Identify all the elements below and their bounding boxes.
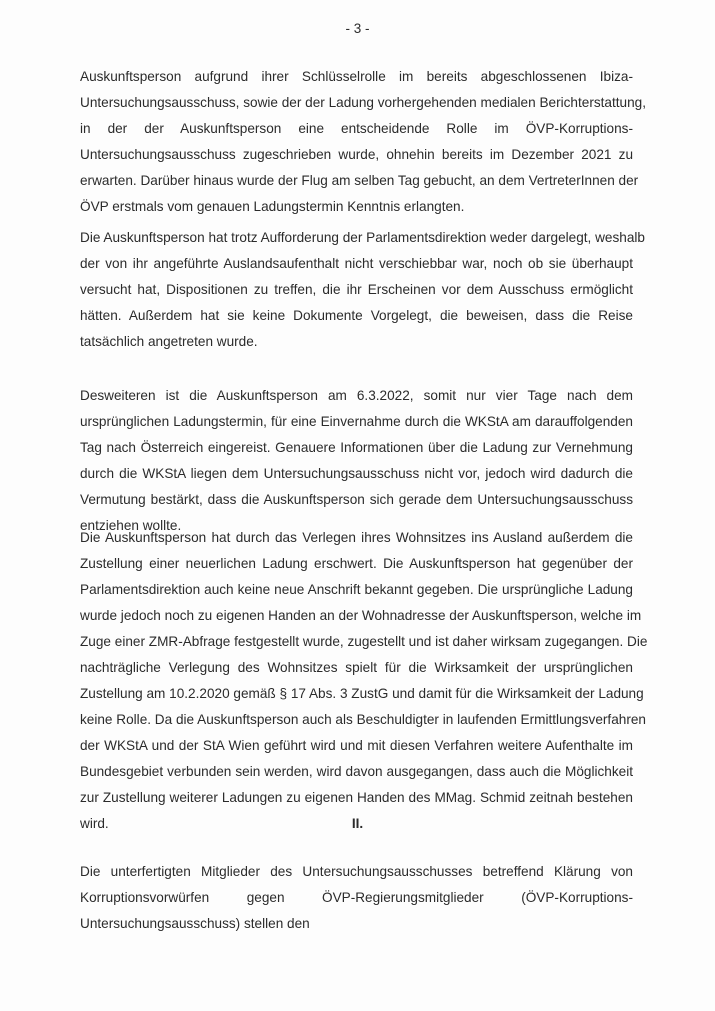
text-line: Untersuchungsausschuss, sowie der der Ladung vorhergehenden medialen Berichterstattung,	[80, 95, 646, 110]
paragraph	[80, 525, 648, 837]
text-line: Tag nach Österreich eingereist. Genauere Informationen über die Ladung zur Vernehmung	[80, 440, 633, 455]
text-line: Bundesgebiet verbunden sein werden, wird davon ausgegangen, dass auch die Möglichkeit	[80, 764, 633, 779]
text-line: hätten. Außerdem hat sie keine Dokumente Vorgelegt, die beweisen, dass die Reise	[80, 308, 633, 323]
text-line: ursprünglichen Ladungstermin, für eine Einvernahme durch die WKStA am darauffolgenden	[80, 414, 633, 429]
text-line: wurde jedoch noch zu eigenen Handen an der Wohnadresse der Auskunftsperson, welche im	[80, 608, 642, 623]
text-line: Die unterfertigten Mitglieder des Untersuchungsausschusses betreffend Klärung von	[80, 864, 633, 879]
text-line: zur Zustellung weiterer Ladungen zu eigenen Handen des MMag. Schmid zeitnah bestehen	[80, 790, 633, 805]
text-line: Die Auskunftsperson hat durch das Verlegen ihres Wohnsitzes ins Ausland außerdem die	[80, 530, 633, 545]
text-line: Vermutung bestärkt, dass die Auskunftsperson sich gerade dem Untersuchungsausschuss	[80, 492, 633, 507]
text-line: Zustellung einer neuerlichen Ladung erschwert. Die Auskunftsperson hat gegenüber der	[80, 556, 633, 571]
text-line: der von ihr angeführte Auslandsaufenthalt nicht verschiebbar war, noch ob sie überhaupt	[80, 256, 633, 271]
section-heading: II.	[351, 816, 364, 831]
text-line: keine Rolle. Da die Auskunftsperson auch als Beschuldigter in laufenden Ermittlungsverfahren	[80, 712, 646, 727]
text-line: wird.	[80, 816, 109, 831]
text-line: tatsächlich angetreten wurde.	[80, 334, 258, 349]
text-line: der WKStA und der StA Wien geführt wird und mit diesen Verfahren weitere Aufenthalte im	[80, 738, 633, 753]
text-line: in der der Auskunftsperson eine entscheidende Rolle im ÖVP-Korruptions-	[80, 121, 633, 136]
text-line: Korruptionsvorwürfen gegen ÖVP-Regierungsmitglieder (ÖVP-Korruptions-	[80, 890, 633, 905]
text-line: Zustellung am 10.2.2020 gemäß § 17 Abs. 3 ZustG und damit für die Wirksamkeit der Ladung	[80, 686, 644, 701]
text-line: durch die WKStA liegen dem Untersuchungsausschuss nicht vor, jedoch wird dadurch die	[80, 466, 633, 481]
text-line: entziehen wollte.	[80, 518, 182, 533]
text-line: Desweiteren ist die Auskunftsperson am 6.3.2022, somit nur vier Tage nach dem	[80, 388, 633, 403]
text-line: Zuge einer ZMR-Abfrage festgestellt wurde, zugestellt und ist daher wirksam zugegangen. Die	[80, 634, 648, 649]
page-number: - 3 -	[345, 21, 370, 36]
paragraph	[80, 383, 633, 539]
text-line: Untersuchungsausschuss zugeschrieben wurde, ohnehin bereits im Dezember 2021 zu	[80, 147, 633, 162]
text-line: Die Auskunftsperson hat trotz Aufforderung der Parlamentsdirektion weder dargelegt, weshalb	[80, 230, 645, 245]
text-line: erwarten. Darüber hinaus wurde der Flug am selben Tag gebucht, an dem VertreterInnen der	[80, 173, 639, 188]
text-line: Untersuchungsausschuss) stellen den	[80, 916, 310, 931]
paragraph	[80, 225, 645, 355]
text-line: versucht hat, Dispositionen zu treffen, die ihr Erscheinen vor dem Ausschuss ermöglicht	[80, 282, 633, 297]
paragraph	[80, 64, 646, 220]
text-line: ÖVP erstmals vom genauen Ladungstermin Kenntnis erlangten.	[80, 199, 465, 214]
text-line: nachträgliche Verlegung des Wohnsitzes spielt für die Wirksamkeit der ursprünglichen	[80, 660, 633, 675]
text-line: Auskunftsperson aufgrund ihrer Schlüsselrolle im bereits abgeschlossenen Ibiza-	[80, 69, 633, 84]
paragraph	[80, 859, 633, 937]
text-line: Parlamentsdirektion auch keine neue Anschrift bekannt gegeben. Die ursprüngliche Ladung	[80, 582, 633, 597]
